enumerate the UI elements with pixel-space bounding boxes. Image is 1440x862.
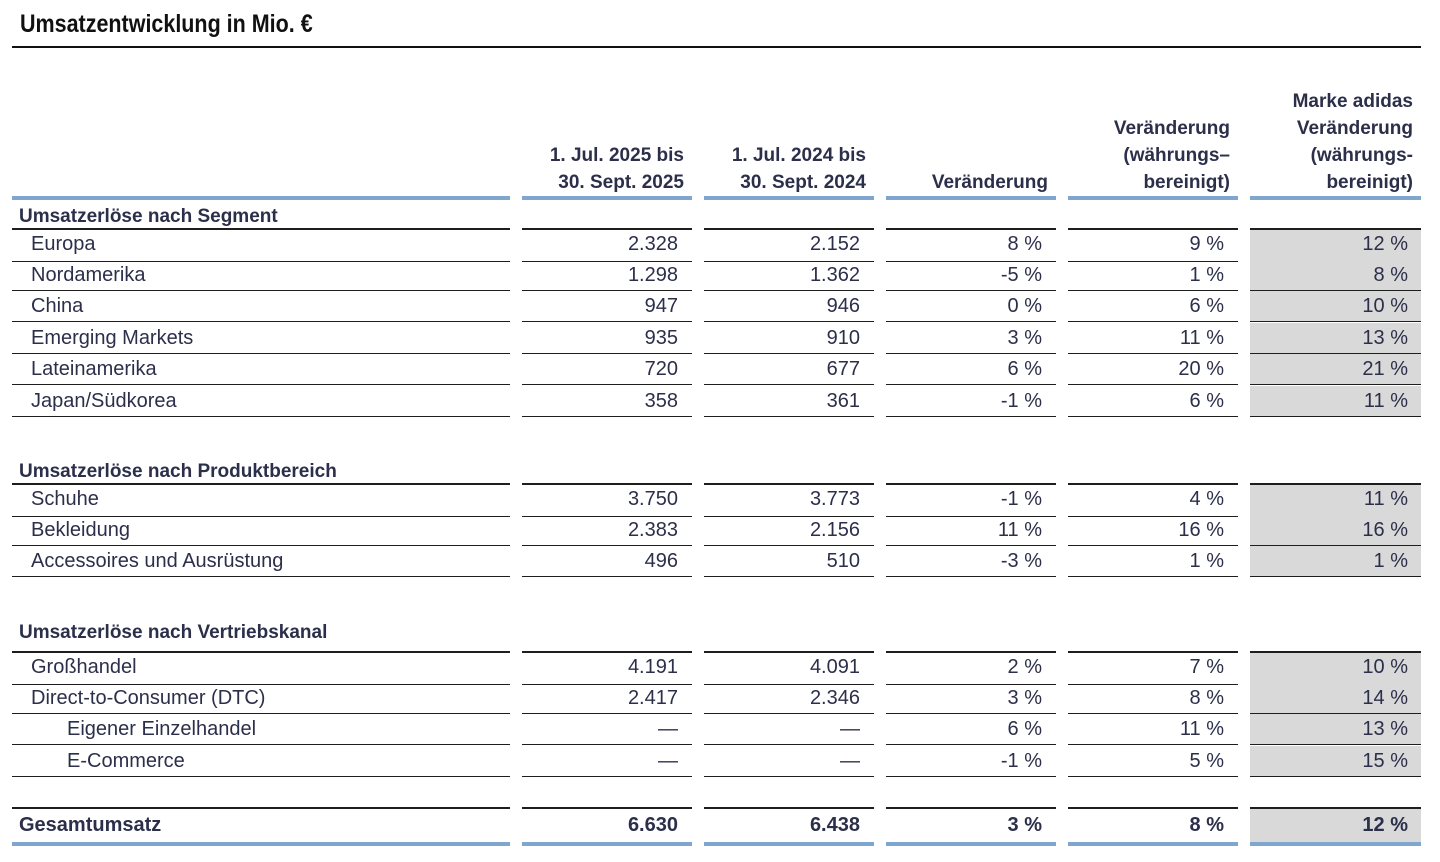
total-value-change: 3 % — [886, 807, 1056, 842]
value-change-fx: 5 % — [1068, 746, 1238, 777]
value-prior: 4.091 — [704, 651, 874, 685]
value-prior: 2.346 — [704, 683, 874, 714]
value-change-fx: 1 % — [1068, 546, 1238, 577]
value-current: — — [522, 714, 692, 745]
value-change: 8 % — [886, 228, 1056, 262]
value-current: 1.298 — [522, 260, 692, 291]
section-title: Umsatzerlöse nach Produktbereich — [19, 461, 337, 482]
value-current: 2.383 — [522, 515, 692, 546]
value-brand-change: 21 % — [1250, 354, 1421, 385]
value-change: 3 % — [886, 323, 1056, 354]
row-label: Direct-to-Consumer (DTC) — [12, 683, 510, 714]
total-value-brand-change: 12 % — [1250, 807, 1421, 842]
value-change-fx: 1 % — [1068, 260, 1238, 291]
row-label: Bekleidung — [12, 515, 510, 546]
value-current: 496 — [522, 546, 692, 577]
footer-bar — [704, 842, 874, 846]
value-prior: 361 — [704, 386, 874, 417]
value-prior: 2.156 — [704, 515, 874, 546]
value-brand-change: 8 % — [1250, 260, 1421, 291]
value-current: 4.191 — [522, 651, 692, 685]
row-label: Nordamerika — [12, 260, 510, 291]
row-label: Emerging Markets — [12, 323, 510, 354]
value-change: 2 % — [886, 651, 1056, 685]
section-title: Umsatzerlöse nach Vertriebskanal — [19, 622, 328, 643]
value-change: -3 % — [886, 546, 1056, 577]
value-prior: 510 — [704, 546, 874, 577]
total-value-change-fx: 8 % — [1068, 807, 1238, 842]
row-label: Schuhe — [12, 483, 510, 517]
value-change: 6 % — [886, 354, 1056, 385]
value-prior: 946 — [704, 291, 874, 322]
value-current: 947 — [522, 291, 692, 322]
value-brand-change: 13 % — [1250, 714, 1421, 745]
row-label: Japan/Südkorea — [12, 386, 510, 417]
row-label: Lateinamerika — [12, 354, 510, 385]
value-change: 11 % — [886, 515, 1056, 546]
value-change: -1 % — [886, 483, 1056, 517]
value-change-fx: 4 % — [1068, 483, 1238, 517]
value-change-fx: 8 % — [1068, 683, 1238, 714]
header-col-current-period: 1. Jul. 2025 bis 30. Sept. 2025 — [549, 145, 684, 193]
header-col-change: Veränderung — [931, 172, 1048, 193]
header-col-brand-adidas-change: Marke adidas Veränderung (währungs- bereinigt) — [1292, 91, 1413, 193]
total-value-current: 6.630 — [522, 807, 692, 842]
value-prior: — — [704, 714, 874, 745]
value-brand-change: 13 % — [1250, 323, 1421, 354]
value-change: -1 % — [886, 746, 1056, 777]
footer-bar — [1068, 842, 1238, 846]
footer-bar — [1250, 842, 1421, 846]
value-prior: — — [704, 746, 874, 777]
footer-bar — [12, 842, 510, 846]
value-change-fx: 20 % — [1068, 354, 1238, 385]
value-prior: 3.773 — [704, 483, 874, 517]
value-brand-change: 11 % — [1250, 483, 1421, 517]
value-current: 3.750 — [522, 483, 692, 517]
header-bar — [704, 196, 874, 200]
value-prior: 910 — [704, 323, 874, 354]
value-change-fx: 11 % — [1068, 323, 1238, 354]
value-brand-change: 11 % — [1250, 386, 1421, 417]
row-label: Großhandel — [12, 651, 510, 685]
total-row-label: Gesamtumsatz — [12, 807, 510, 842]
value-brand-change: 12 % — [1250, 228, 1421, 262]
value-change: 0 % — [886, 291, 1056, 322]
value-change: 6 % — [886, 714, 1056, 745]
header-bar — [522, 196, 692, 200]
value-current: 935 — [522, 323, 692, 354]
value-change-fx: 9 % — [1068, 228, 1238, 262]
value-current: 720 — [522, 354, 692, 385]
value-brand-change: 14 % — [1250, 683, 1421, 714]
footer-bar — [522, 842, 692, 846]
value-change-fx: 6 % — [1068, 291, 1238, 322]
header-bar — [12, 196, 510, 200]
footer-bar — [886, 842, 1056, 846]
header-col-prior-period: 1. Jul. 2024 bis 30. Sept. 2024 — [731, 145, 866, 193]
row-label: E-Commerce — [12, 746, 510, 777]
total-value-prior: 6.438 — [704, 807, 874, 842]
row-label: China — [12, 291, 510, 322]
value-brand-change: 16 % — [1250, 515, 1421, 546]
value-change-fx: 16 % — [1068, 515, 1238, 546]
row-label: Europa — [12, 228, 510, 262]
header-bar — [1250, 196, 1421, 200]
value-change: -1 % — [886, 386, 1056, 417]
section-title: Umsatzerlöse nach Segment — [19, 206, 278, 227]
header-bar — [1068, 196, 1238, 200]
value-prior: 677 — [704, 354, 874, 385]
value-change: -5 % — [886, 260, 1056, 291]
value-change: 3 % — [886, 683, 1056, 714]
header-bar — [886, 196, 1056, 200]
value-current: 2.328 — [522, 228, 692, 262]
value-prior: 1.362 — [704, 260, 874, 291]
row-label: Accessoires und Ausrüstung — [12, 546, 510, 577]
value-brand-change: 15 % — [1250, 746, 1421, 777]
title-rule — [12, 46, 1421, 48]
value-brand-change: 10 % — [1250, 651, 1421, 685]
header-col-change-fx-neutral: Veränderung (währungs– bereinigt) — [1113, 118, 1230, 193]
value-change-fx: 7 % — [1068, 651, 1238, 685]
table-title: Umsatzentwicklung in Mio. € — [20, 10, 313, 38]
value-current: — — [522, 746, 692, 777]
value-current: 2.417 — [522, 683, 692, 714]
value-brand-change: 1 % — [1250, 546, 1421, 577]
value-current: 358 — [522, 386, 692, 417]
value-change-fx: 11 % — [1068, 714, 1238, 745]
row-label: Eigener Einzelhandel — [12, 714, 510, 745]
value-change-fx: 6 % — [1068, 386, 1238, 417]
value-prior: 2.152 — [704, 228, 874, 262]
value-brand-change: 10 % — [1250, 291, 1421, 322]
